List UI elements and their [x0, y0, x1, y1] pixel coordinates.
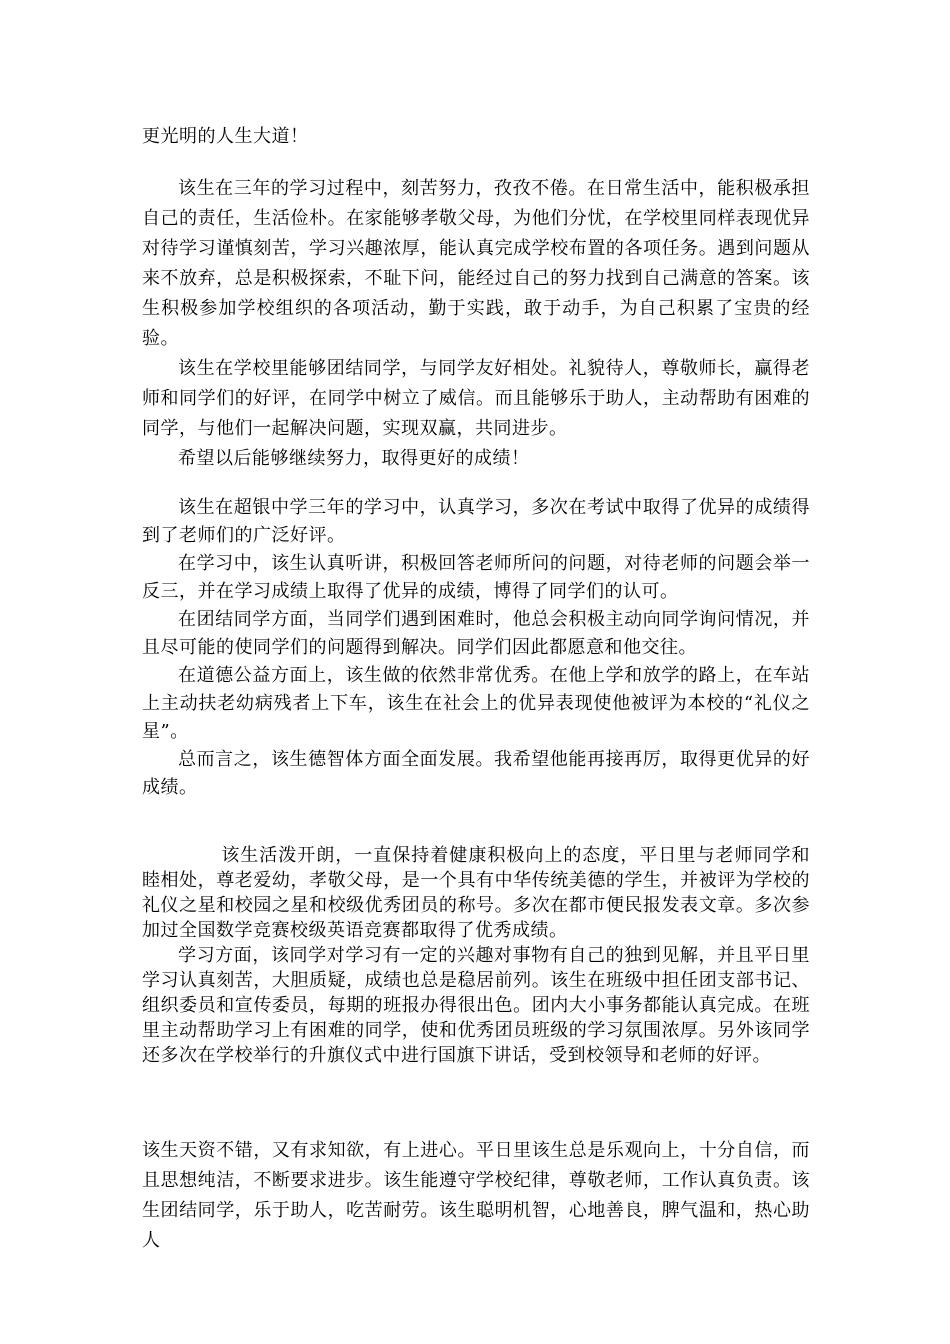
paragraph: 该生天资不错，又有求知欲，有上进心。平日里该生总是乐观向上，十分自信，而且思想纯洁，不断要求进步。该生能遵守学校纪律，尊敬老师，工作认真负责。该生团结同学，乐于助人，吃苦耐劳。该生聪明机智，心地善良，脾气温和，热心助人 [142, 1140, 810, 1251]
paragraph: 该生在学校里能够团结同学，与同学友好相处。礼貌待人，尊敬师长，赢得老师和同学们的好评，在同学中树立了威信。而且能够乐于助人，主动帮助有困难的同学，与他们一起解决问题，实现双赢，共同进步。 [142, 358, 810, 439]
comment-section-2 [142, 494, 810, 802]
paragraph: 学习方面，该同学对学习有一定的兴趣对事物有自己的独到见解，并且平日里学习认真刻苦，大胆质疑，成绩也总是稳居前列。该生在班级中担任团支部书记、组织委员和宣传委员，每期的班报办得很出色。团内大小事务都能认真完成。在班里主动帮助学习上有困难的同学，使和优秀团员班级的学习氛围浓厚。另外该同学还多次在学校举行的升旗仪式中进行国旗下讲话，受到校领导和老师的好评。 [142, 945, 810, 1066]
paragraph: 该生在三年的学习过程中，刻苦努力，孜孜不倦。在日常生活中，能积极承担自己的责任，生活俭朴。在家能够孝敬父母，为他们分忧，在学校里同样表现优异对待学习谨慎刻苦，学习兴趣浓厚，能认真完成学校布置的各项任务。遇到问题从来不放弃，总是积极探索，不耻下问，能经过自己的努力找到自己满意的答案。该生积极参加学校组织的各项活动，勤于实践，敢于动手，为自己积累了宝贵的经验。 [142, 178, 810, 349]
paragraph: 总而言之，该生德智体方面全面发展。我希望他能再接再厉，取得更优异的好成绩。 [142, 749, 810, 798]
paragraph: 希望以后能够继续努力，取得更好的成绩！ [178, 448, 530, 469]
paragraph: 更光明的人生大道！ [142, 126, 309, 147]
comment-section-1 [142, 174, 810, 474]
comment-section-4 [142, 1136, 810, 1256]
comment-section-3 [142, 843, 810, 1068]
paragraph: 在团结同学方面，当同学们遇到困难时，他总会积极主动向同学询问情况，并且尽可能的使同学们的问题得到解决。同学们因此都愿意和他交往。 [142, 609, 810, 658]
paragraph: 该生在超银中学三年的学习中，认真学习，多次在考试中取得了优异的成绩得到了老师们的广泛好评。 [142, 497, 810, 546]
paragraph: 在学习中，该生认真听讲，积极回答老师所问的问题，对待老师的问题会举一反三，并在学习成绩上取得了优异的成绩，博得了同学们的认可。 [142, 553, 810, 602]
paragraph: 在道德公益方面上，该生做的依然非常优秀。在他上学和放学的路上，在车站上主动扶老幼病残者上下车，该生在社会上的优异表现使他被评为本校的“礼仪之星”。 [142, 665, 810, 742]
paragraph: 该生活泼开朗，一直保持着健康积极向上的态度，平日里与老师同学和睦相处，尊老爱幼，孝敬父母，是一个具有中华传统美德的学生，并被评为学校的礼仪之星和校园之星和校级优秀团员的称号。多次在都市便民报发表文章。多次参加过全国数学竞赛校级英语竞赛都取得了优秀成绩。 [142, 845, 810, 941]
closing-line-section [142, 122, 810, 152]
